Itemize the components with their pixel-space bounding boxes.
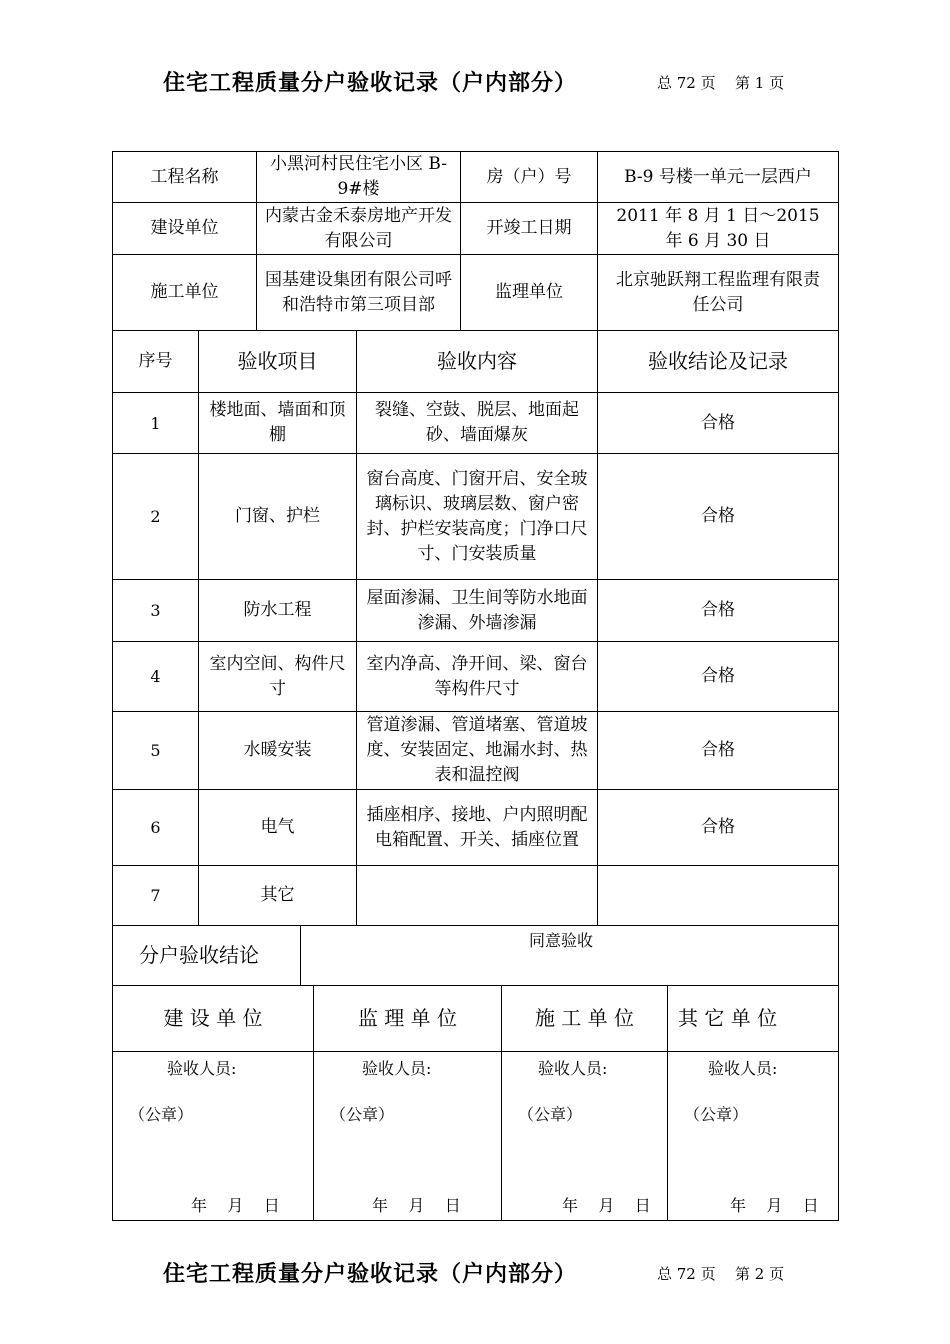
inspection-items-table bbox=[112, 330, 839, 926]
row-seq: 2 bbox=[113, 454, 199, 580]
builder-value: 内蒙古金禾泰房地产开发有限公司 bbox=[257, 203, 461, 255]
staff-label: 验收人员: bbox=[167, 1059, 237, 1078]
seal-label: （公章） bbox=[330, 1105, 395, 1124]
result-header: 验收结论及记录 bbox=[598, 331, 839, 393]
contractor-value: 国基建设集团有限公司呼和浩特市第三项目部 bbox=[257, 255, 461, 331]
row-item: 防水工程 bbox=[199, 580, 357, 642]
seal-label: （公章） bbox=[684, 1105, 749, 1124]
contractor-label: 施工单位 bbox=[113, 255, 257, 331]
seal-label: （公章） bbox=[518, 1105, 583, 1124]
row-content: 管道渗漏、管道堵塞、管道坡度、安装固定、地漏水封、热表和温控阀 bbox=[357, 712, 598, 790]
contractor-signature-cell bbox=[502, 1052, 668, 1221]
row-result bbox=[598, 866, 839, 926]
row-content bbox=[357, 866, 598, 926]
row-result: 合格 bbox=[598, 712, 839, 790]
row-item: 水暖安装 bbox=[199, 712, 357, 790]
row-content: 室内净高、净开间、梁、窗台等构件尺寸 bbox=[357, 642, 598, 712]
page-header-next bbox=[0, 1253, 950, 1293]
table-row bbox=[113, 454, 839, 580]
signature-table bbox=[112, 985, 839, 1221]
content-header: 验收内容 bbox=[357, 331, 598, 393]
room-value: B-9 号楼一单元一层西户 bbox=[598, 152, 839, 203]
row-content: 插座相序、接地、户内照明配电箱配置、开关、插座位置 bbox=[357, 790, 598, 866]
staff-label: 验收人员: bbox=[538, 1059, 608, 1078]
supervisor-signature-cell bbox=[314, 1052, 502, 1221]
row-seq: 3 bbox=[113, 580, 199, 642]
seq-header: 序号 bbox=[113, 331, 199, 393]
supervisor-value: 北京驰跃翔工程监理有限责任公司 bbox=[598, 255, 839, 331]
table-row bbox=[113, 580, 839, 642]
total-pages: 总 72 页 bbox=[657, 74, 716, 92]
conclusion-label: 分户验收结论 bbox=[113, 926, 301, 986]
table-row bbox=[113, 712, 839, 790]
other-signature-cell bbox=[668, 1052, 839, 1221]
supervisor-label: 监理单位 bbox=[461, 255, 598, 331]
table-row bbox=[113, 790, 839, 866]
row-result: 合格 bbox=[598, 454, 839, 580]
row-seq: 1 bbox=[113, 393, 199, 454]
row-content: 裂缝、空鼓、脱层、地面起砂、墙面爆灰 bbox=[357, 393, 598, 454]
staff-label: 验收人员: bbox=[362, 1059, 432, 1078]
staff-label: 验收人员: bbox=[708, 1059, 778, 1078]
total-pages: 总 72 页 bbox=[657, 1265, 716, 1283]
row-seq: 5 bbox=[113, 712, 199, 790]
project-name-label: 工程名称 bbox=[113, 152, 257, 203]
other-unit-header: 其 它 单 位 bbox=[668, 986, 839, 1052]
page-header bbox=[0, 62, 950, 102]
document-title: 住宅工程质量分户验收记录（户内部分） bbox=[163, 71, 578, 96]
row-content: 屋面渗漏、卫生间等防水地面渗漏、外墙渗漏 bbox=[357, 580, 598, 642]
table-row bbox=[113, 393, 839, 454]
row-content: 窗台高度、门窗开启、安全玻璃标识、玻璃层数、窗户密封、护栏安装高度；门净口尺寸、门安装质量 bbox=[357, 454, 598, 580]
item-header: 验收项目 bbox=[199, 331, 357, 393]
builder-unit-header: 建 设 单 位 bbox=[113, 986, 314, 1052]
date-line: 年 月 日 bbox=[191, 1196, 280, 1215]
table-row bbox=[113, 866, 839, 926]
room-label: 房（户）号 bbox=[461, 152, 598, 203]
conclusion-table bbox=[112, 925, 839, 986]
row-seq: 6 bbox=[113, 790, 199, 866]
row-seq: 4 bbox=[113, 642, 199, 712]
builder-signature-cell bbox=[113, 1052, 314, 1221]
page-number: 第 1 页 bbox=[735, 74, 785, 92]
row-item: 室内空间、构件尺寸 bbox=[199, 642, 357, 712]
supervisor-unit-header: 监 理 单 位 bbox=[314, 986, 502, 1052]
builder-label: 建设单位 bbox=[113, 203, 257, 255]
date-line: 年 月 日 bbox=[730, 1196, 819, 1215]
row-result: 合格 bbox=[598, 642, 839, 712]
dates-label: 开竣工日期 bbox=[461, 203, 598, 255]
date-line: 年 月 日 bbox=[372, 1196, 461, 1215]
dates-value: 2011 年 8 月 1 日～2015 年 6 月 30 日 bbox=[598, 203, 839, 255]
conclusion-text: 同意验收 bbox=[301, 926, 839, 986]
row-result: 合格 bbox=[598, 790, 839, 866]
row-result: 合格 bbox=[598, 393, 839, 454]
row-item: 电气 bbox=[199, 790, 357, 866]
row-item: 其它 bbox=[199, 866, 357, 926]
row-result: 合格 bbox=[598, 580, 839, 642]
contractor-unit-header: 施 工 单 位 bbox=[502, 986, 668, 1052]
date-line: 年 月 日 bbox=[562, 1196, 651, 1215]
document-title: 住宅工程质量分户验收记录（户内部分） bbox=[163, 1262, 578, 1287]
seal-label: （公章） bbox=[129, 1105, 194, 1124]
table-row bbox=[113, 642, 839, 712]
project-name-value: 小黑河村民住宅小区 B-9#楼 bbox=[257, 152, 461, 203]
row-item: 楼地面、墙面和顶棚 bbox=[199, 393, 357, 454]
row-item: 门窗、护栏 bbox=[199, 454, 357, 580]
row-seq: 7 bbox=[113, 866, 199, 926]
project-info-table bbox=[112, 151, 839, 331]
page-number: 第 2 页 bbox=[735, 1265, 785, 1283]
